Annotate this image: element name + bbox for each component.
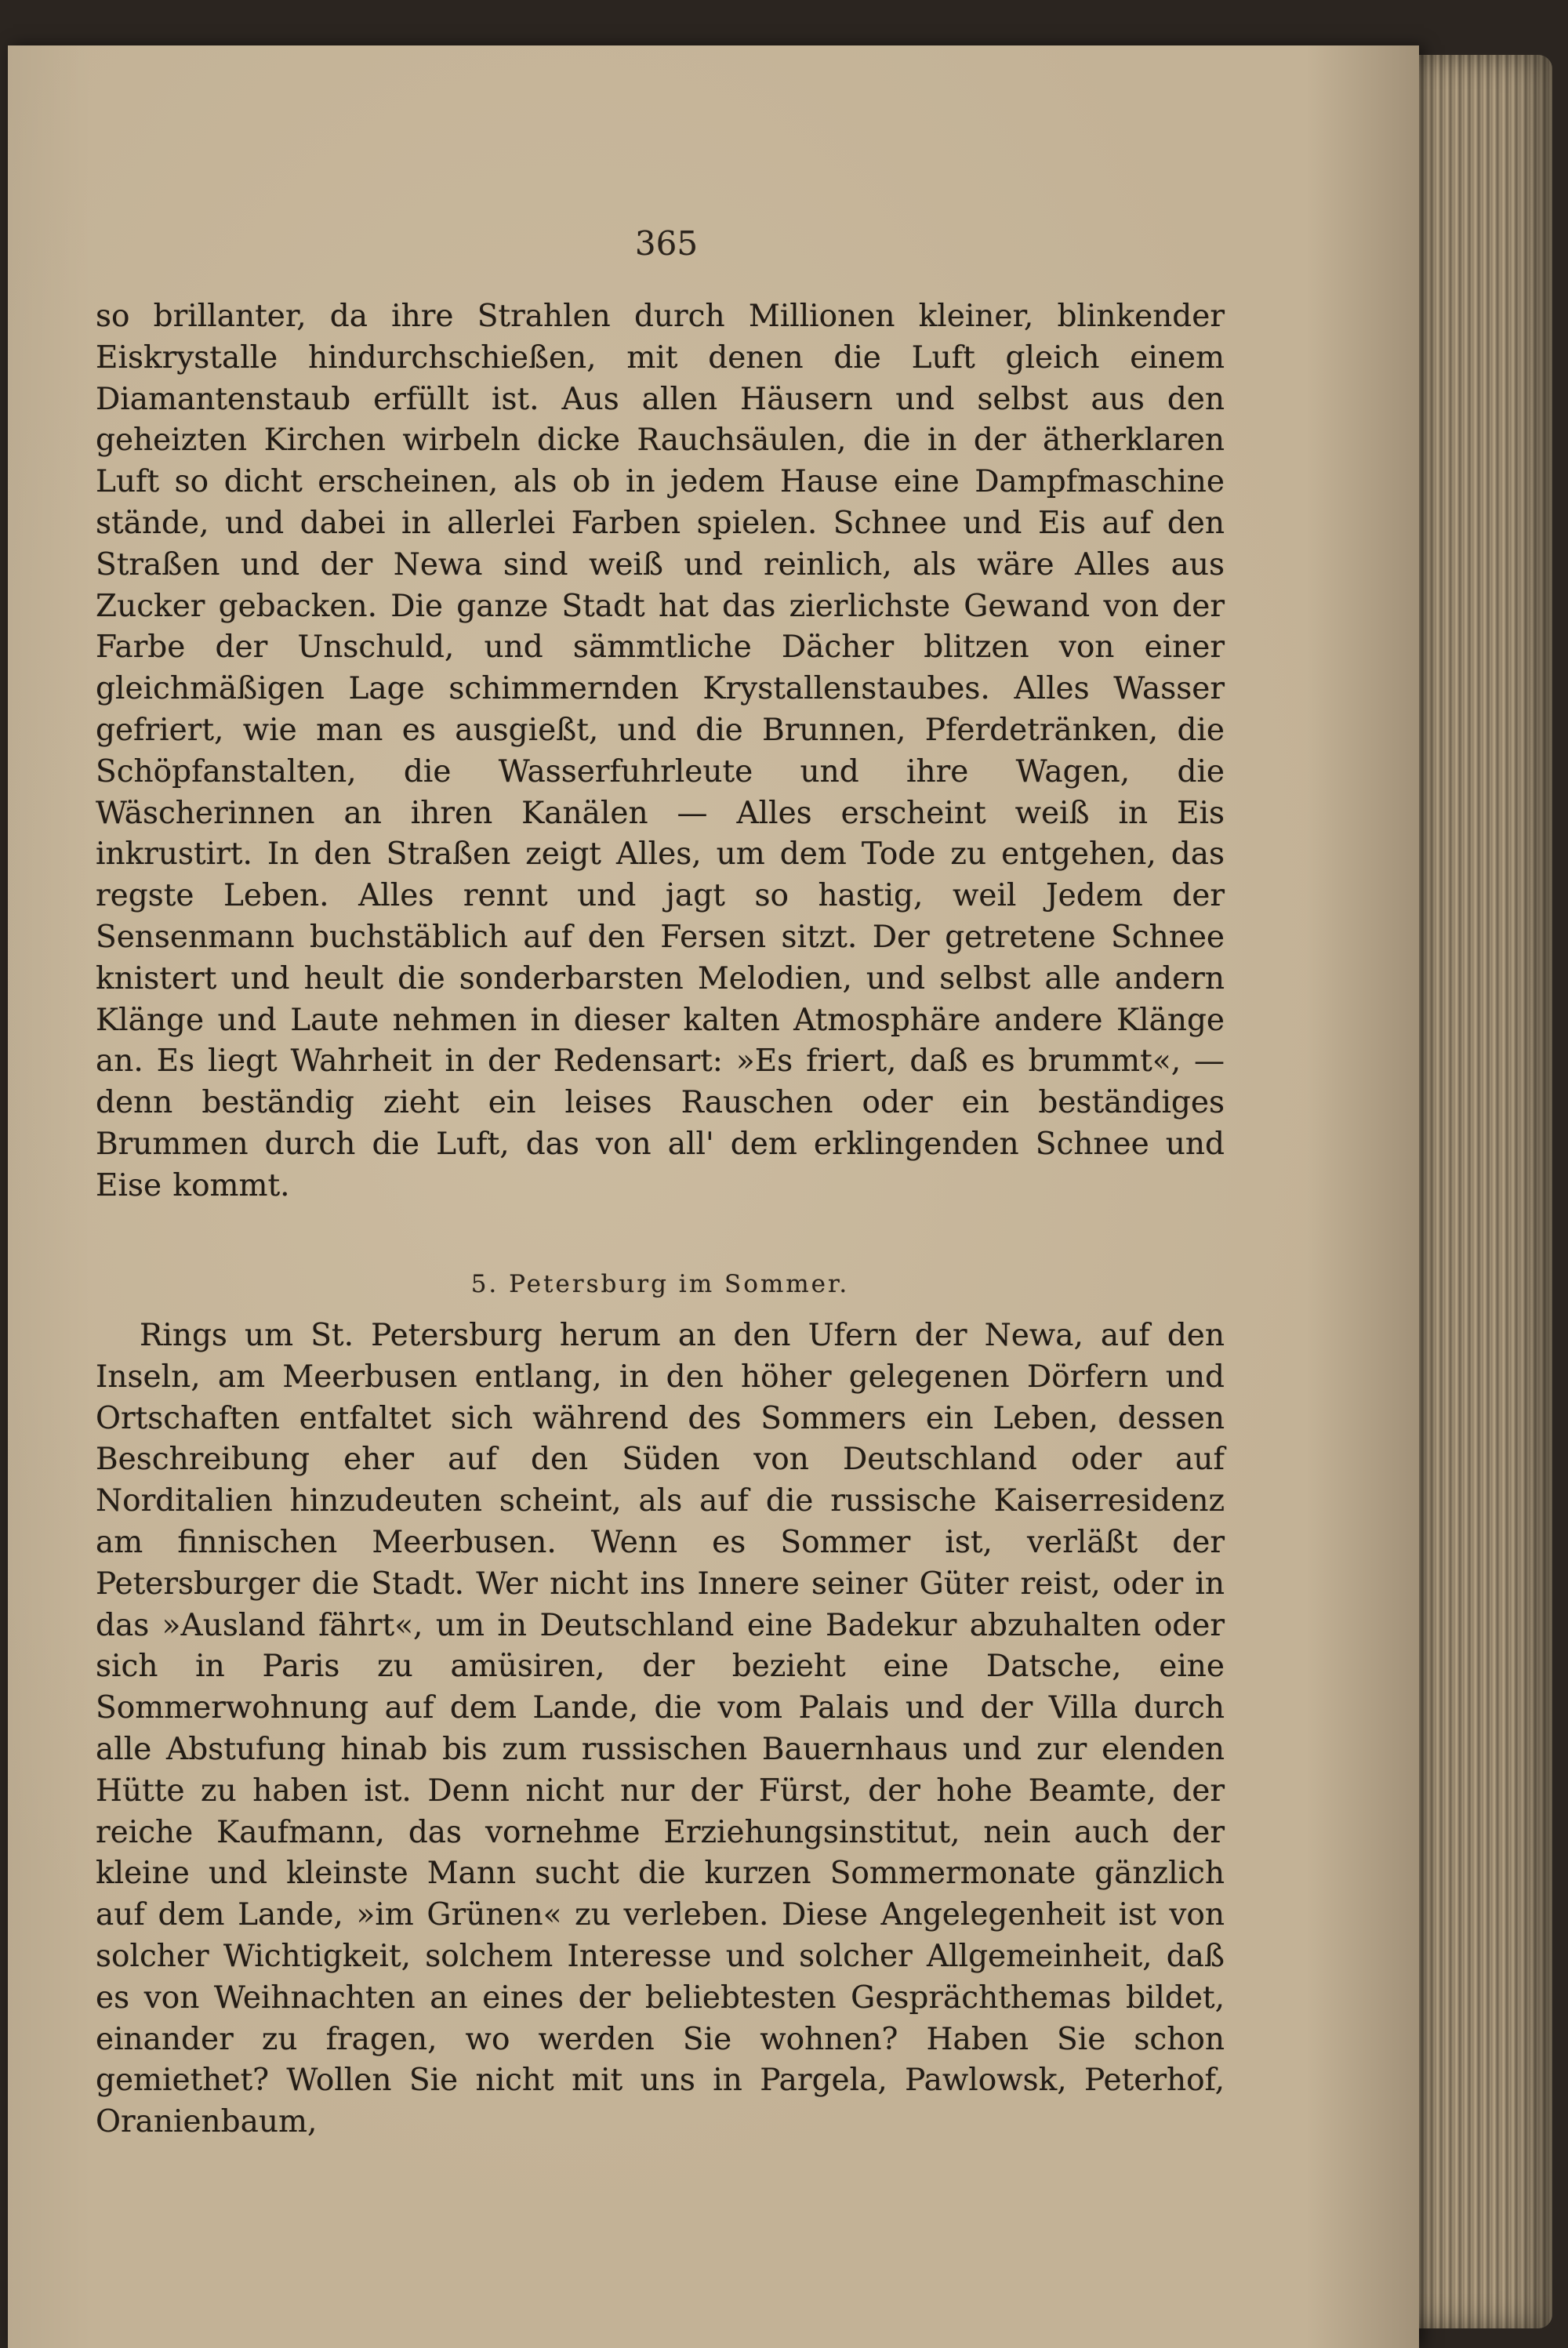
text-block-continued — [96, 296, 1225, 1207]
page-number: 365 — [634, 224, 699, 263]
text-block-section — [96, 1316, 1225, 2143]
paragraph-continued: so brillanter, da ihre Strahlen durch Millionen kleiner, blinkender Eiskrystalle hindurchschießen, mit denen die Luft gleich einem Diamantenstaub erfüllt ist. Aus allen Häusern und selbst aus den geheizten Kirchen wirbeln dicke Rauchsäulen, die in der ätherklaren Luft so dicht erscheinen, als ob in jedem Hause eine Dampfmaschine stände, und dabei in allerlei Farben spielen. Schnee und Eis auf den Straßen und der Newa sind weiß und reinlich, als wäre Alles aus Zucker gebacken. Die ganze Stadt hat das zierlichste Gewand von der Farbe der Unschuld, und sämmtliche Dächer blitzen von einer gleichmäßigen Lage schimmernden Krystallenstaubes. Alles Wasser gefriert, wie man es ausgießt, und die Brunnen, Pferdetränken, die Schöpfanstalten, die Wasserfuhrleute und ihre Wagen, die Wäscherinnen an ihren Kanälen — Alles erscheint weiß in Eis inkrustirt. In den Straßen zeigt Alles, um dem Tode zu entgehen, das regste Leben. Alles rennt und jagt so hastig, weil Jedem der Sensenmann buchstäblich auf den Fersen sitzt. Der getretene Schnee knistert und heult die sonderbarsten Melodien, und selbst alle andern Klänge und Laute nehmen in dieser kalten Atmosphäre andere Klänge an. Es liegt Wahrheit in der Redensart: »Es friert, daß es brummt«, — denn beständig zieht ein leises Rauschen oder ein beständiges Brummen durch die Luft, das von all' dem erklingenden Schnee und Eise kommt. — [96, 299, 1225, 1203]
paragraph-section: Rings um St. Petersburg herum an den Ufern der Newa, auf den Inseln, am Meerbusen entlang, in den höher gelegenen Dörfern und Ortschaften entfaltet sich während des Sommers ein Leben, dessen Beschreibung eher auf den Süden von Deutschland oder auf Norditalien hinzudeuten scheint, als auf die russische Kaiserresidenz am finnischen Meerbusen. Wenn es Sommer ist, verläßt der Petersburger die Stadt. Wer nicht ins Innere seiner Güter reist, oder in das »Ausland fährt«, um in Deutschland eine Badekur abzuhalten oder sich in Paris zu amüsiren, der bezieht eine Datsche, eine Sommerwohnung auf dem Lande, die vom Palais und der Villa durch alle Abstufung hinab bis zum russischen Bauernhaus und zur elenden Hütte zu haben ist. Denn nicht nur der Fürst, der hohe Beamte, der reiche Kaufmann, das vornehme Erziehungsinstitut, nein auch der kleine und kleinste Mann sucht die kurzen Sommermonate gänzlich auf dem Lande, »im Grünen« zu verleben. Diese Angelegenheit ist von solcher Wichtigkeit, solchem Interesse und solcher Allgemeinheit, daß es von Weihnachten an eines der beliebtesten Gesprächthemas bildet, einander zu fragen, wo werden Sie wohnen? Haben Sie schon gemiethet? Wollen Sie nicht mit uns in Pargela, Pawlowsk, Peterhof, Oranienbaum, — [96, 1318, 1225, 2140]
book-page — [8, 45, 1419, 2348]
section-heading: 5. Petersburg im Sommer. — [470, 1270, 850, 1298]
